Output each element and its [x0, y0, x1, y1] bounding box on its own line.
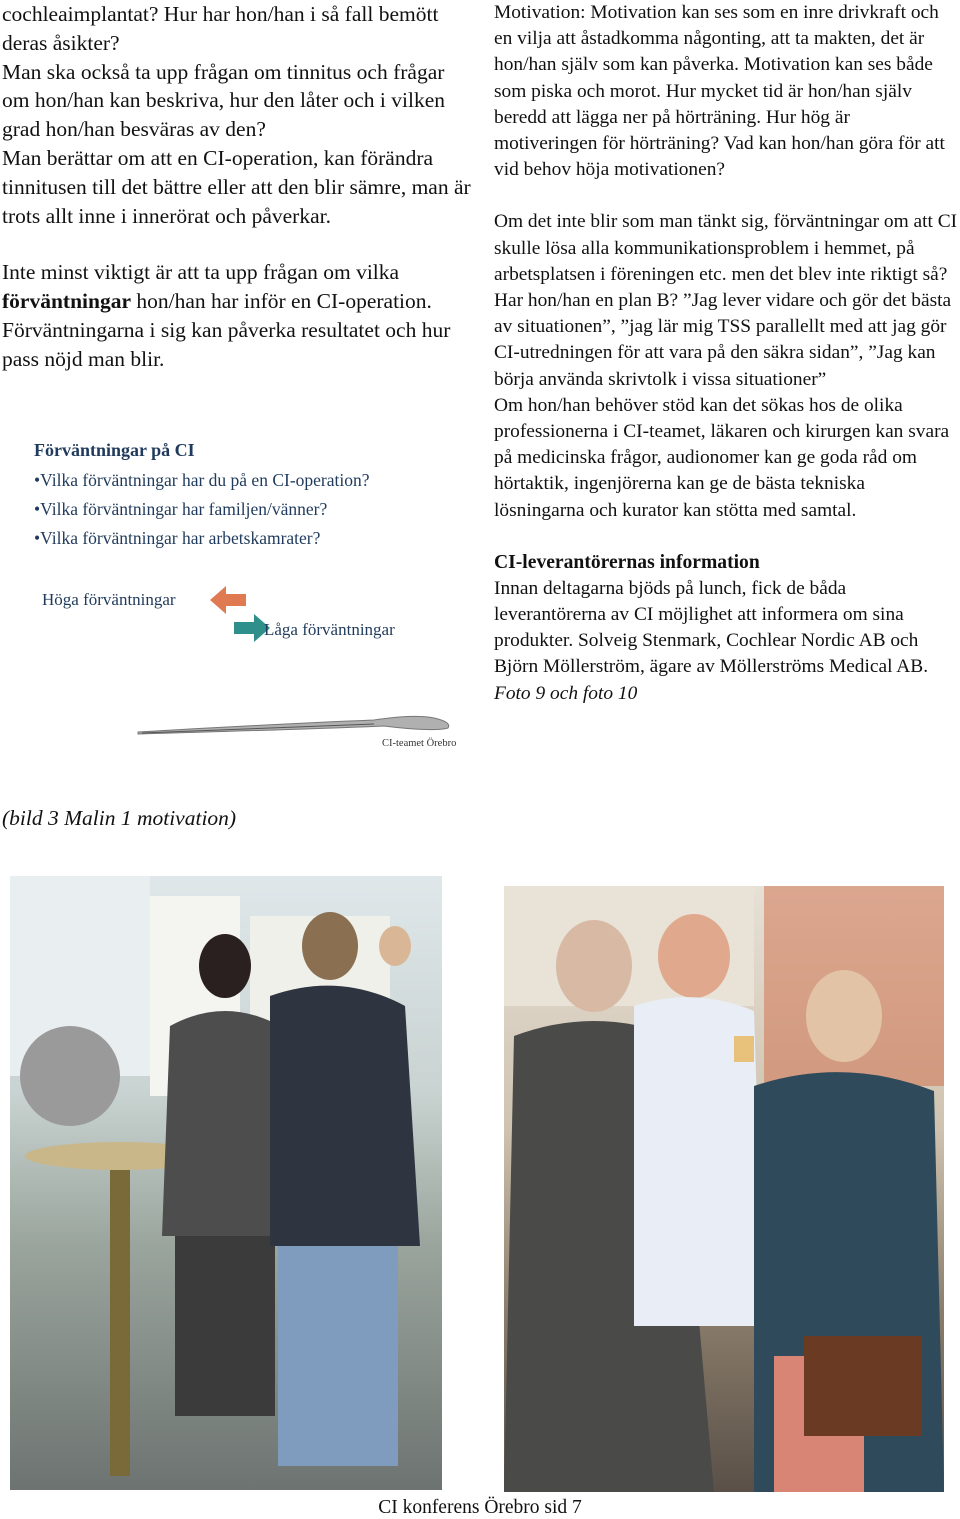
left-column — [2, 0, 472, 374]
paragraph-motivation: Motivation: Motivation kan ses som en inre drivkraft och en vilja att åstadkomma någonting, att ta makten, det är hon/han själv som kan påverka. Motivation kan ses både som piska och morot. Hur mycket tid är hon/han själv beredd att lägga ner på hörträning. Hur hög är motiveringen för hörträning? Vad kan hon/han göra för att vid behov höja motivationen? — [494, 2, 945, 181]
expectations-text-start: Inte minst viktigt är att ta upp frågan om vilka — [2, 260, 400, 285]
paragraph-tinnitus: Man ska också ta upp frågan om tinnitus och frågar om hon/han kan beskriva, hur den låter och i vilken grad hon/han besväras av den? — [2, 59, 446, 142]
paragraph-ci-operation: Man berättar om att en CI-operation, kan förändra tinnitusen till det bättre eller att den blir sämre, man är trots allt inne i innerörat och påverkar. — [2, 145, 471, 228]
paragraph-support: Om hon/han behöver stöd kan det sökas hos de olika professionerna i CI-teamet, läkaren och kirurgen kan svara på medicinska frågor, audionomer kan ge goda råd om hörtaktik, ingenjörerna kan ge de bästa tekniska lösningarna och kurator kan stötta med samtal. — [494, 394, 950, 521]
photo-reception-guests — [504, 886, 944, 1492]
paragraph-expectations — [2, 258, 472, 373]
photo-reference: Foto 9 och foto 10 — [494, 682, 638, 704]
section-heading: CI-leverantörernas information — [494, 551, 760, 573]
left-arrow-icon — [210, 586, 246, 614]
high-expectations-label: Höga förväntningar — [42, 590, 176, 609]
expectations-bold: förväntningar — [2, 289, 131, 314]
photo-people-illustration — [10, 876, 442, 1490]
slide-caption: (bild 3 Malin 1 motivation) — [2, 806, 237, 830]
slide-bullet-2: •Vilka förväntningar har familjen/vänner? — [34, 499, 328, 519]
expectations-slide — [30, 436, 462, 756]
paragraph-suppliers: Innan deltagarna bjöds på lunch, fick de båda leverantörerna av CI möjlighet att informera om sina produkter. Solveig Stenmark, Cochlear Nordic AB och Björn Möllerström, ägare av Möllerströms Medical AB. — [494, 577, 929, 678]
slide-title: Förväntningar på CI — [34, 440, 195, 460]
photo-supplier-conversation — [10, 876, 442, 1490]
paragraph-opening: cochleaimplantat? Hur har hon/han i så fall bemött deras åsikter? — [2, 2, 439, 55]
electrode-array-icon — [134, 708, 460, 738]
paragraph-plan-b: Har hon/han en plan B? ”Jag lever vidare och gör det bästa av situationen”, ”jag lär mig TSS parallellt med att jag gör CI-utredningen för att vara på den säkra sidan”, ”Jag kan börja använda skrivtolk i vissa situationer” — [494, 290, 952, 390]
expectations-text-end: hon/han har inför en CI-operation. Förväntningarna i sig kan påverka resultatet och hur pass nöjd man blir. — [2, 289, 451, 371]
right-column — [494, 0, 958, 707]
photo-guests-illustration — [504, 886, 944, 1492]
paragraph-unmet-expectations: Om det inte blir som man tänkt sig, förväntningar om att CI skulle lösa alla kommunikationsproblem i hemmet, på arbetsplatsen i föreningen etc. men det blev inte riktigt så? — [494, 211, 958, 285]
slide-bullet-3: •Vilka förväntningar har arbetskamrater? — [34, 528, 321, 548]
page-footer: CI konferens Örebro sid 7 — [378, 1497, 582, 1518]
low-expectations-label: Låga förväntningar — [264, 620, 395, 639]
slide-bullet-1: •Vilka förväntningar har du på en CI-operation? — [34, 470, 370, 490]
slide-credit: CI-teamet Örebro — [382, 738, 457, 749]
